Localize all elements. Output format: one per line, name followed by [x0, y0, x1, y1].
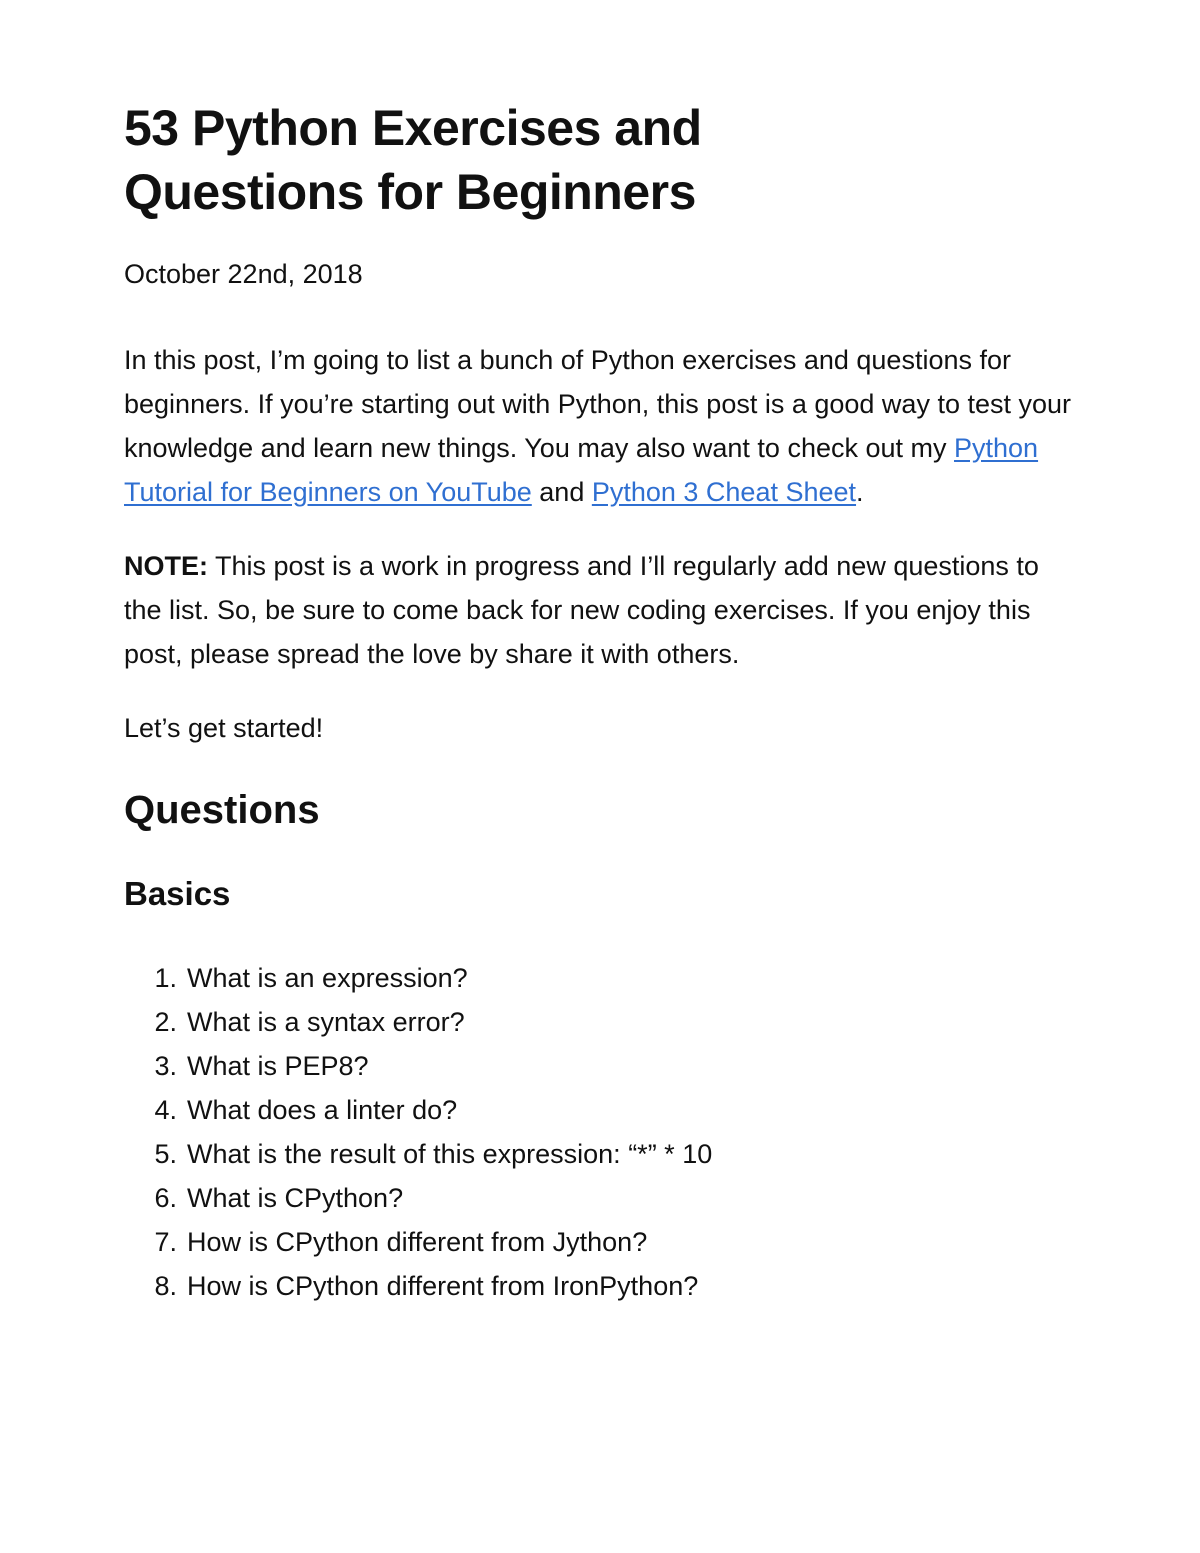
page-title	[124, 96, 1080, 224]
publish-date: October 22nd, 2018	[124, 259, 363, 289]
questions-list	[124, 956, 1080, 1308]
question-number: 3.	[154, 1051, 177, 1081]
note-paragraph	[124, 544, 1080, 676]
list-item	[124, 1264, 1080, 1308]
title-line-1: 53 Python Exercises and	[124, 100, 702, 156]
question-number: 8.	[154, 1271, 177, 1301]
question-number: 4.	[154, 1095, 177, 1125]
list-item	[124, 1088, 1080, 1132]
question-text: What is an expression?	[187, 963, 468, 993]
questions-heading: Questions	[124, 788, 320, 832]
question-number: 7.	[154, 1227, 177, 1257]
list-item	[124, 1176, 1080, 1220]
list-item	[124, 1000, 1080, 1044]
question-text: What is PEP8?	[187, 1051, 369, 1081]
list-item	[124, 1220, 1080, 1264]
question-number: 2.	[154, 1007, 177, 1037]
basics-heading: Basics	[124, 875, 231, 912]
note-label: NOTE:	[124, 551, 208, 581]
question-text: What is CPython?	[187, 1183, 404, 1213]
list-item	[124, 956, 1080, 1000]
question-number: 6.	[154, 1183, 177, 1213]
question-number: 1.	[154, 963, 177, 993]
question-text: What is the result of this expression: “*” * 10	[187, 1139, 713, 1169]
cheat-sheet-link[interactable]: Python 3 Cheat Sheet	[591, 477, 857, 507]
list-item	[124, 1132, 1080, 1176]
question-text: What is a syntax error?	[187, 1007, 465, 1037]
youtube-tutorial-link[interactable]: Python Tutorial for Beginners on YouTube	[124, 433, 1039, 507]
question-text: What does a linter do?	[187, 1095, 458, 1125]
note-text: This post is a work in progress and I’ll regularly add new questions to the list. So, be sure to come back for new coding exercises. If you enjoy this post, please spread the love by share it with others.	[124, 551, 1039, 669]
question-number: 5.	[154, 1139, 177, 1169]
intro-and: and	[531, 477, 592, 507]
intro-end: .	[856, 477, 864, 507]
title-line-2: Questions for Beginners	[124, 164, 696, 220]
list-item	[124, 1044, 1080, 1088]
question-text: How is CPython different from Jython?	[187, 1227, 648, 1257]
intro-paragraph	[124, 338, 1080, 514]
intro-text: In this post, I’m going to list a bunch of Python exercises and questions for beginners. If you’re starting out with Python, this post is a good way to test your knowledge and learn new things. You may also want to check out my	[124, 345, 1072, 463]
lets-get-started: Let’s get started!	[124, 713, 324, 743]
question-text: How is CPython different from IronPython?	[187, 1271, 699, 1301]
